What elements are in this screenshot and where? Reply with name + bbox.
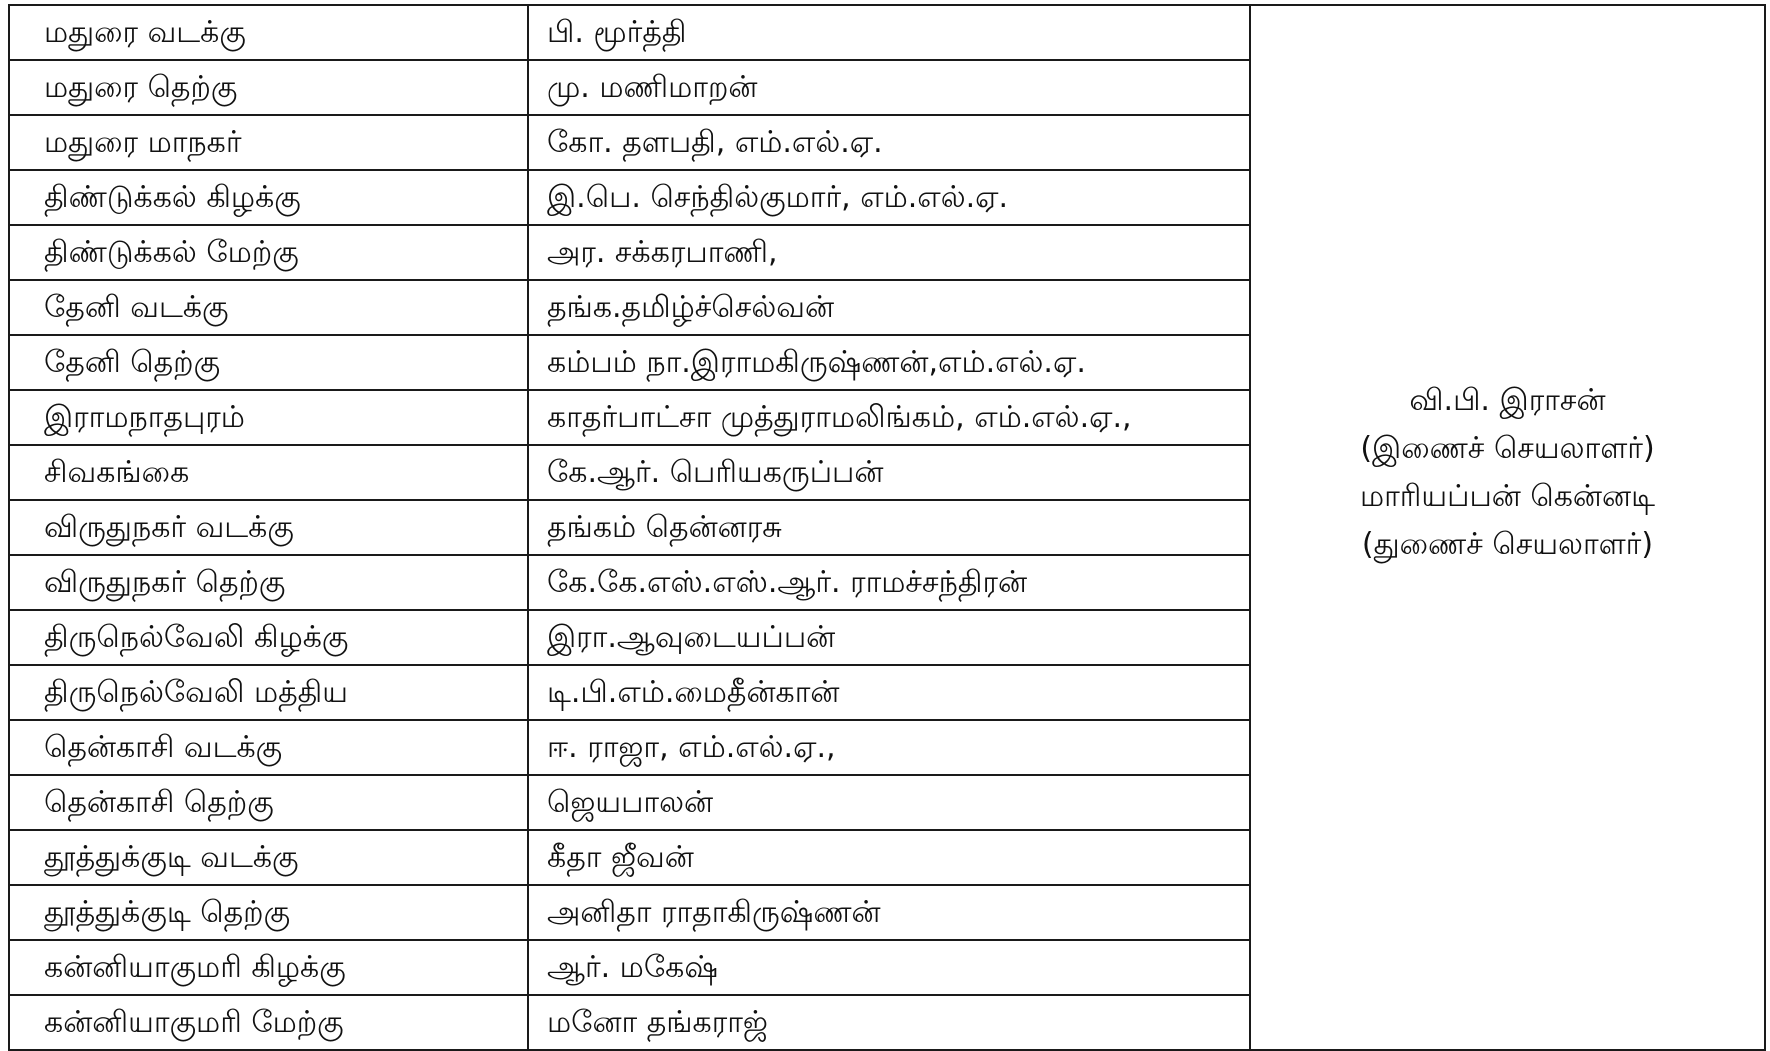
name-cell: மனோ தங்கராஜ் bbox=[528, 995, 1250, 1050]
name-cell: ஜெயபாலன் bbox=[528, 775, 1250, 830]
name-cell: ஈ. ராஜா, எம்.எல்.ஏ., bbox=[528, 720, 1250, 775]
name-cell: காதர்பாட்சா முத்துராமலிங்கம், எம்.எல்.ஏ., bbox=[528, 390, 1250, 445]
name-cell: கம்பம் நா.இராமகிருஷ்ணன்,எம்.எல்.ஏ. bbox=[528, 335, 1250, 390]
district-cell: திருநெல்வேலி மத்திய bbox=[9, 665, 528, 720]
district-cell: மதுரை மாநகர் bbox=[9, 115, 528, 170]
district-secretaries-table bbox=[8, 4, 1766, 1051]
secretaries-cell bbox=[1250, 5, 1765, 1050]
name-cell: கீதா ஜீவன் bbox=[528, 830, 1250, 885]
district-cell: கன்னியாகுமரி கிழக்கு bbox=[9, 940, 528, 995]
district-cell: மதுரை வடக்கு bbox=[9, 5, 528, 60]
district-cell: தேனி வடக்கு bbox=[9, 280, 528, 335]
name-cell: தங்கம் தென்னரசு bbox=[528, 500, 1250, 555]
deputy-secretary-title: (துணைச் செயலாளர்) bbox=[1361, 526, 1654, 562]
name-cell: கோ. தளபதி, எம்.எல்.ஏ. bbox=[528, 115, 1250, 170]
name-cell: தங்க.தமிழ்ச்செல்வன் bbox=[528, 280, 1250, 335]
district-cell: இராமநாதபுரம் bbox=[9, 390, 528, 445]
joint-secretary-title: (இணைச் செயலாளர்) bbox=[1360, 430, 1655, 466]
district-cell: சிவகங்கை bbox=[9, 445, 528, 500]
district-cell: விருதுநகர் வடக்கு bbox=[9, 500, 528, 555]
district-cell: திருநெல்வேலி கிழக்கு bbox=[9, 610, 528, 665]
name-cell: கே.ஆர். பெரியகருப்பன் bbox=[528, 445, 1250, 500]
table-row bbox=[9, 5, 1765, 60]
table-body bbox=[9, 5, 1765, 1050]
name-cell: ஆர். மகேஷ் bbox=[528, 940, 1250, 995]
district-cell: கன்னியாகுமரி மேற்கு bbox=[9, 995, 528, 1050]
district-cell: தேனி தெற்கு bbox=[9, 335, 528, 390]
name-cell: இ.பெ. செந்தில்குமார், எம்.எல்.ஏ. bbox=[528, 170, 1250, 225]
district-cell: விருதுநகர் தெற்கு bbox=[9, 555, 528, 610]
district-cell: திண்டுக்கல் மேற்கு bbox=[9, 225, 528, 280]
joint-secretary-name: வி.பி. இராசன் bbox=[1409, 382, 1606, 418]
district-cell: திண்டுக்கல் கிழக்கு bbox=[9, 170, 528, 225]
district-cell: தூத்துக்குடி வடக்கு bbox=[9, 830, 528, 885]
district-cell: தென்காசி வடக்கு bbox=[9, 720, 528, 775]
name-cell: கே.கே.எஸ்.எஸ்.ஆர். ராமச்சந்திரன் bbox=[528, 555, 1250, 610]
district-cell: தூத்துக்குடி தெற்கு bbox=[9, 885, 528, 940]
name-cell: இரா.ஆவுடையப்பன் bbox=[528, 610, 1250, 665]
deputy-secretary-name: மாரியப்பன் கென்னடி bbox=[1359, 478, 1655, 514]
name-cell: டி.பி.எம்.மைதீன்கான் bbox=[528, 665, 1250, 720]
name-cell: அர. சக்கரபாணி, bbox=[528, 225, 1250, 280]
name-cell: அனிதா ராதாகிருஷ்ணன் bbox=[528, 885, 1250, 940]
name-cell: மு. மணிமாறன் bbox=[528, 60, 1250, 115]
district-cell: மதுரை தெற்கு bbox=[9, 60, 528, 115]
name-cell: பி. மூர்த்தி bbox=[528, 5, 1250, 60]
secretaries-block bbox=[1251, 382, 1764, 562]
district-cell: தென்காசி தெற்கு bbox=[9, 775, 528, 830]
